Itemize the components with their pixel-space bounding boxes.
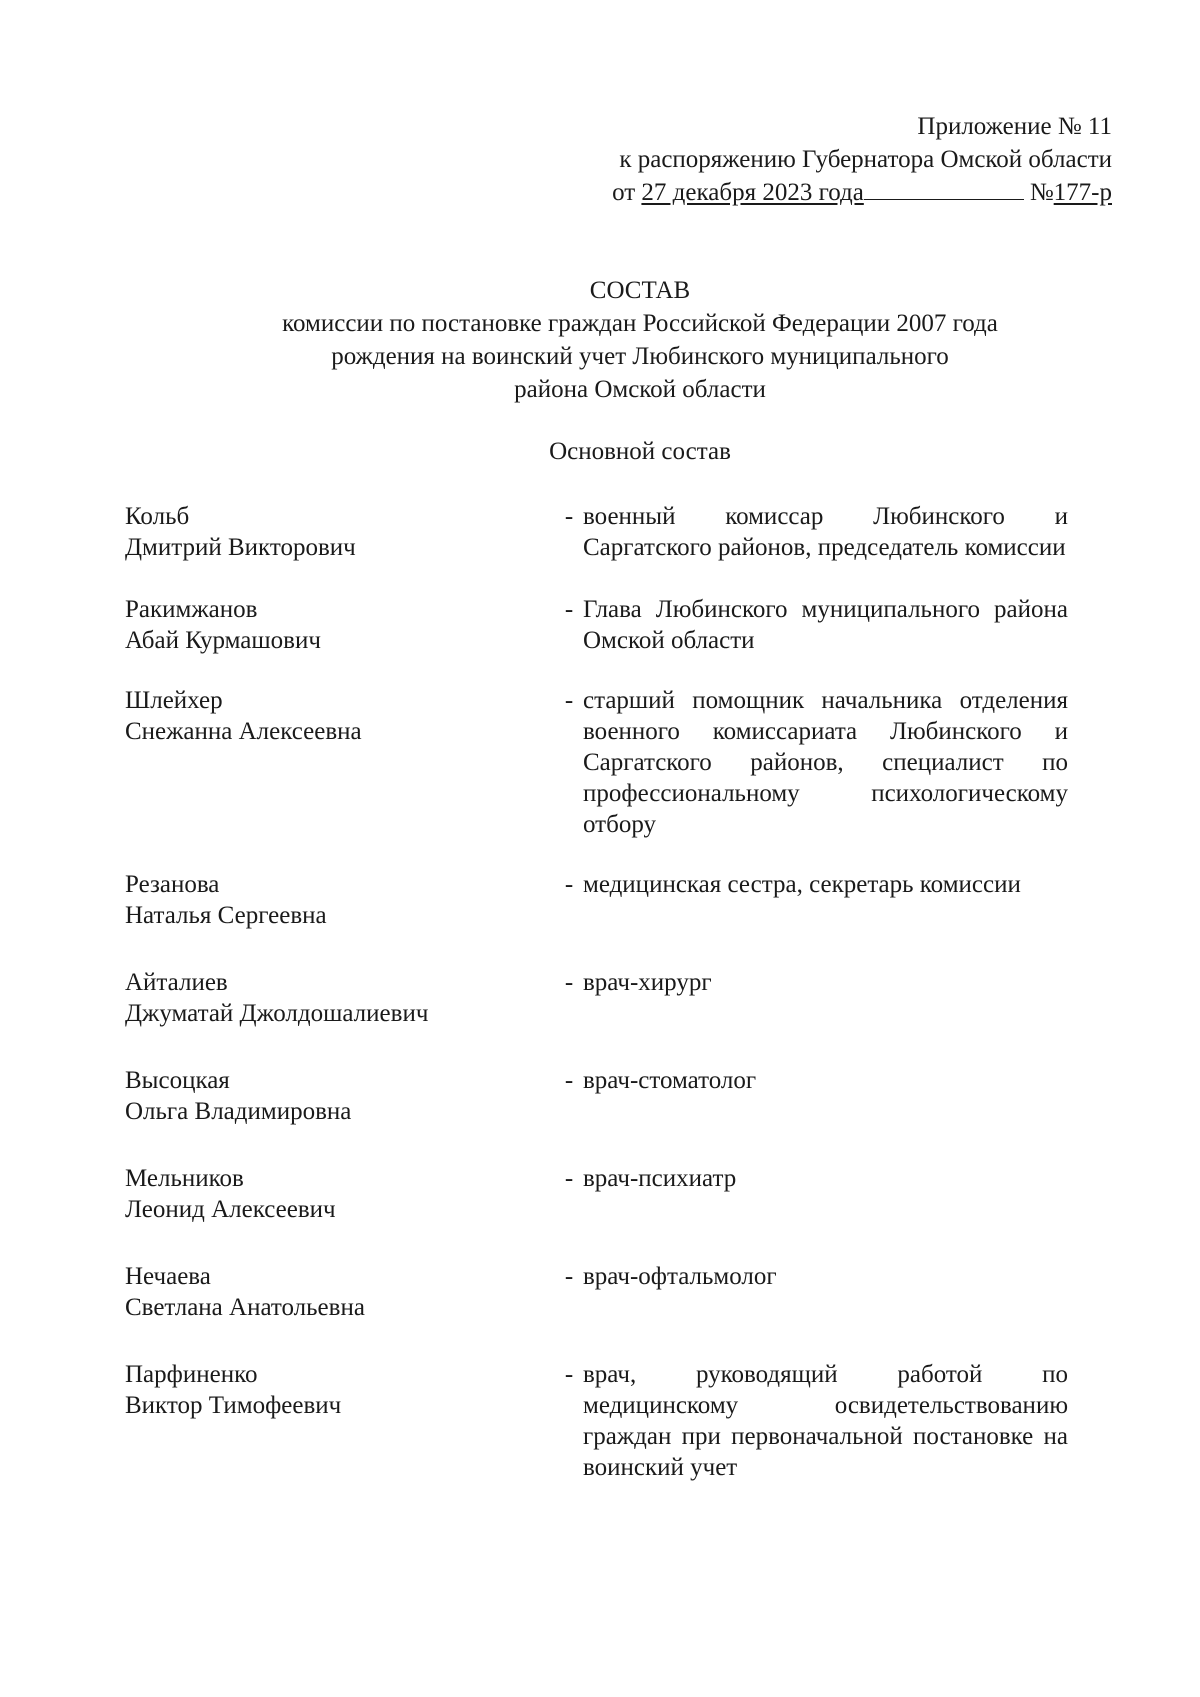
title-heading: СОСТАВ: [589, 277, 691, 304]
member-dash: -: [564, 1165, 574, 1192]
member-surname: Ракимжанов: [125, 596, 258, 623]
member-row: [125, 1065, 1110, 1127]
member-given-name: Дмитрий Викторович: [125, 534, 356, 561]
member-surname: Парфиненко: [125, 1361, 258, 1388]
member-given-name: Ольга Владимировна: [125, 1098, 352, 1125]
member-name: [125, 1065, 545, 1127]
document-title: [180, 274, 1100, 406]
member-given-name: Светлана Анатольевна: [125, 1294, 365, 1321]
member-name: [125, 967, 545, 1029]
member-row: [125, 1261, 1110, 1323]
order-date-number-line: [552, 176, 1112, 209]
member-row: [125, 1163, 1110, 1225]
order-reference: к распоряжению Губернатора Омской области: [619, 146, 1112, 173]
appendix-number: Приложение № 11: [917, 113, 1112, 140]
member-surname: Шлейхер: [125, 687, 223, 714]
member-role: врач-стоматолог: [583, 1067, 757, 1094]
member-dash: -: [564, 871, 574, 898]
member-given-name: Джуматай Джолдошалиевич: [125, 1000, 429, 1027]
section-label: Основной состав: [549, 438, 731, 465]
member-name: [125, 685, 545, 747]
member-dash: -: [564, 503, 574, 530]
member-surname: Мельников: [125, 1165, 244, 1192]
title-line: рождения на воинский учет Любинского муниципального: [331, 343, 949, 370]
date-underline-blank: [864, 177, 1024, 200]
member-row: [125, 967, 1110, 1029]
member-row: [125, 594, 1110, 656]
member-role: военный комиссар Любинского и Саргатского районов, председатель комиссии: [583, 503, 1068, 561]
member-surname: Кольб: [125, 503, 190, 530]
member-role: Глава Любинского муниципального района Омской области: [583, 596, 1068, 654]
member-given-name: Наталья Сергеевна: [125, 902, 327, 929]
members-list: [125, 501, 1110, 1483]
member-given-name: Леонид Алексеевич: [125, 1196, 336, 1223]
member-dash: -: [564, 969, 574, 996]
member-dash: -: [564, 596, 574, 623]
member-surname: Резанова: [125, 871, 220, 898]
from-label: от: [612, 179, 636, 206]
order-number: 177-р: [1053, 179, 1112, 206]
member-dash: -: [564, 687, 574, 714]
member-dash: -: [564, 1263, 574, 1290]
number-label: №: [1029, 179, 1054, 206]
member-role: врач-офтальмолог: [583, 1263, 777, 1290]
member-name: [125, 869, 545, 931]
member-surname: Айталиев: [125, 969, 228, 996]
member-role: старший помощник начальника отделения военного комиссариата Любинского и Саргатского районов, специалист по профессиональному психологическому отбору: [583, 687, 1068, 838]
member-given-name: Снежанна Алексеевна: [125, 718, 362, 745]
member-given-name: Виктор Тимофеевич: [125, 1392, 342, 1419]
title-line: комиссии по постановке граждан Российской Федерации 2007 года: [282, 310, 998, 337]
member-role: медицинская сестра, секретарь комиссии: [583, 871, 1021, 898]
member-role: врач-психиатр: [583, 1165, 737, 1192]
member-name: [125, 1359, 545, 1421]
member-role: врач, руководящий работой по медицинскому освидетельствованию граждан при первоначальной постановке на воинский учет: [583, 1361, 1068, 1481]
member-surname: Нечаева: [125, 1263, 211, 1290]
member-dash: -: [564, 1361, 574, 1388]
order-date: 27 декабря 2023 года: [641, 179, 864, 206]
member-name: [125, 1261, 545, 1323]
member-name: [125, 594, 545, 656]
member-dash: -: [564, 1067, 574, 1094]
member-role: врач-хирург: [583, 969, 712, 996]
appendix-header: [552, 110, 1112, 209]
member-row: [125, 1359, 1110, 1483]
title-line: района Омской области: [514, 376, 766, 403]
member-row: [125, 501, 1110, 563]
member-row: [125, 869, 1110, 931]
member-given-name: Абай Курмашович: [125, 627, 321, 654]
member-name: [125, 501, 545, 563]
member-surname: Высоцкая: [125, 1067, 230, 1094]
member-name: [125, 1163, 545, 1225]
member-row: [125, 685, 1110, 840]
